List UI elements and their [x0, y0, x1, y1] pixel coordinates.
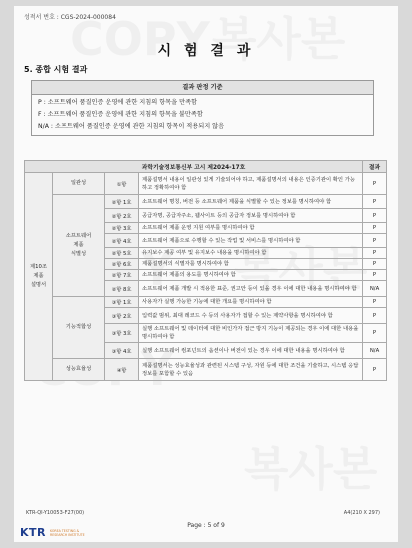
form-code: KTR-QI-Y10053-F27(00)	[26, 510, 85, 516]
item-number-cell: ②항 7호	[105, 270, 139, 281]
category-cell: 성능효율성	[53, 359, 105, 381]
result-cell: P	[363, 359, 387, 381]
table-row	[25, 195, 387, 209]
requirement-cell: 제품설명서의 식별자를 명시하여야 함	[139, 259, 363, 270]
criteria-fail: F : 소프트웨어 품질인증 운영에 관한 지침의 항목을 불만족함	[38, 111, 203, 118]
category-cell: 일관성	[53, 173, 105, 195]
item-number-cell: ②항 3호	[105, 223, 139, 234]
paper-size: A4(210 X 297)	[343, 510, 380, 516]
result-cell: P	[363, 308, 387, 324]
section-cell: 제10조 제품 설명서	[25, 173, 53, 381]
requirement-cell: 소프트웨어 제품 개발 시 적용한 표준, 권고안 등이 있을 경우 이에 대한 내용을 명시하여야 함	[139, 281, 363, 297]
result-cell: P	[363, 248, 387, 259]
requirement-cell: 제품설명서는 성능효율성과 관련된 시스템 구성, 자원 등에 대한 조건을 기술하고, 시스템 응답 정보를 포함할 수 있음	[139, 359, 363, 381]
requirement-cell: 유지보수 제공 여부 및 유지보수 내용을 명시하여야 함	[139, 248, 363, 259]
result-cell: P	[363, 209, 387, 223]
table-header-title: 과학기술정보통신부 고시 제2024-17호	[25, 161, 363, 173]
result-cell: N/A	[363, 281, 387, 297]
criteria-na: N/A : 소프트웨어 품질인증 운영에 관한 지침의 항목이 적용되지 않음	[38, 123, 225, 130]
table-row	[25, 173, 387, 195]
requirement-cell: 실행 소프트웨어 컴포넌트의 옵션이나 버전이 있는 경우 이에 대한 내용을 명시하여야 함	[139, 343, 363, 359]
requirement-cell: 사용자가 실행 가능한 기능에 대한 개요를 명시하여야 함	[139, 297, 363, 308]
item-number-cell: ④항	[105, 359, 139, 381]
item-number-cell: ③항 2호	[105, 308, 139, 324]
item-number-cell: ②항 6호	[105, 259, 139, 270]
logo-subtitle: KOREA TESTING & RESEARCH INSTITUTE	[50, 528, 85, 537]
cert-number-value: CGS-2024-000084	[60, 14, 116, 21]
item-number-cell: ②항 1호	[105, 195, 139, 209]
cert-number-label: 성적서 번호 :	[24, 14, 61, 21]
result-cell: P	[363, 195, 387, 209]
requirement-cell: 제품설명서 내용이 일관성 있게 기술되어야 하고, 제품설명서의 내용은 인증기관이 확인 가능하고 정확하여야 함	[139, 173, 363, 195]
result-cell: P	[363, 259, 387, 270]
result-cell: P	[363, 324, 387, 343]
logo-mark: KTR	[20, 526, 46, 539]
item-number-cell: ①항	[105, 173, 139, 195]
result-cell: N/A	[363, 343, 387, 359]
result-cell: P	[363, 234, 387, 248]
ktr-logo	[20, 526, 85, 539]
category-cell: 기능적합성	[53, 297, 105, 359]
item-number-cell: ②항 5호	[105, 248, 139, 259]
requirement-cell: 실행 소프트웨어 및 데이터에 대한 비인가자 접근 방지 기능이 제공되는 경우 이에 대한 내용을 명시하여야 함	[139, 324, 363, 343]
requirement-cell: 소프트웨어 제품 운영 지원 여부를 명시하여야 함	[139, 223, 363, 234]
test-result-table	[24, 160, 387, 381]
result-cell: P	[363, 270, 387, 281]
cert-number	[24, 12, 116, 21]
page-number: Page : 5 of 9	[187, 522, 225, 529]
requirement-cell: 소프트웨어 제품으로 수행할 수 있는 작업 및 서비스를 명시하여야 함	[139, 234, 363, 248]
item-number-cell: ②항 2호	[105, 209, 139, 223]
result-criteria-box	[31, 80, 374, 136]
table-header-result: 결과	[363, 161, 387, 173]
watermark-bokbon	[244, 446, 377, 492]
document-page	[14, 6, 398, 542]
page-title: 시 험 결 과	[157, 43, 255, 59]
requirement-cell: 소프트웨어 명칭, 버전 등 소프트웨어 제품을 식별할 수 있는 정보를 명시하여야 함	[139, 195, 363, 209]
result-cell: P	[363, 297, 387, 308]
item-number-cell: ③항 3호	[105, 324, 139, 343]
item-number-cell: ③항 1호	[105, 297, 139, 308]
result-cell: P	[363, 223, 387, 234]
table-row	[25, 359, 387, 381]
result-criteria-title: 결과 판정 기준	[32, 81, 373, 95]
item-number-cell: ②항 8호	[105, 281, 139, 297]
requirement-cell: 소프트웨어 제품의 용도를 명시하여야 함	[139, 270, 363, 281]
category-cell: 소프트웨어 제품 식별성	[53, 195, 105, 297]
requirement-cell: 입력값 범위, 최대 레코드 수 등의 사용자가 접할 수 있는 제약사항을 명시하여야 함	[139, 308, 363, 324]
criteria-pass: P : 소프트웨어 품질인증 운영에 관한 지침의 항목을 만족함	[38, 99, 198, 106]
item-number-cell: ③항 4호	[105, 343, 139, 359]
table-row	[25, 297, 387, 308]
requirement-cell: 공급자명, 공급자주소, 웹사이트 등의 공급자 정보를 명시하여야 함	[139, 209, 363, 223]
section-title: 5. 종합 시험 결과	[24, 65, 88, 74]
result-cell: P	[363, 173, 387, 195]
item-number-cell: ②항 4호	[105, 234, 139, 248]
table-header-row	[25, 161, 387, 173]
